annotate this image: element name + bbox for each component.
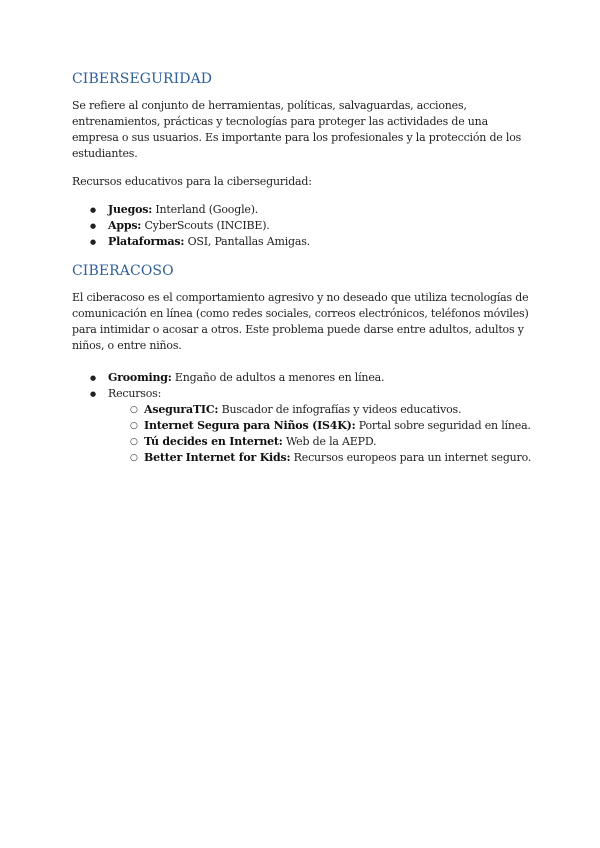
sublist-item-label: Tú decides en Internet: <box>144 435 283 448</box>
list-item-grooming <box>72 370 532 386</box>
list-item-label: Plataformas: <box>108 235 185 248</box>
list-item-text: Engaño de adultos a menores en línea. <box>171 371 385 384</box>
heading-ciberacoso: CIBERACOSO <box>72 263 174 279</box>
list-item-label: Recursos: <box>108 387 162 400</box>
list-item-apps <box>72 218 532 234</box>
document-page <box>72 70 532 478</box>
list-item-juegos <box>72 202 532 218</box>
heading-ciberseguridad: CIBERSEGURIDAD <box>72 71 213 87</box>
list-item-label: Apps: <box>108 219 142 232</box>
list-item-recursos <box>72 386 532 466</box>
sublist-item-tu-decides <box>108 434 532 450</box>
list-item-text: Interland (Google). <box>152 203 259 216</box>
sublist-item-text: Recursos europeos para un internet seguro. <box>290 451 532 464</box>
paragraph-ciberseguridad: Se refiere al conjunto de herramientas, políticas, salvaguardas, acciones, entrenamientos, prácticas y tecnologías para proteger las actividades de una empresa o sus usuarios. Es importante para los profesionales y la protección de los estudiantes. <box>72 99 522 160</box>
list-ciberacoso <box>72 370 532 466</box>
sublist-item-text: Buscador de infografías y videos educativos. <box>218 403 462 416</box>
sublist-item-label: Internet Segura para Niños (IS4K): <box>144 419 356 432</box>
sublist-item-label: Better Internet for Kids: <box>144 451 291 464</box>
list-item-label: Grooming: <box>108 371 172 384</box>
sublist-item-aseguratic <box>108 402 532 418</box>
list-item-label: Juegos: <box>108 203 153 216</box>
sublist-item-label: AseguraTIC: <box>144 403 219 416</box>
list-recursos-ciberseguridad <box>72 202 532 250</box>
paragraph-ciberacoso: El ciberacoso es el comportamiento agresivo y no deseado que utiliza tecnologías de comunicación en línea (como redes sociales, correos electrónicos, teléfonos móviles) para intimidar o acosar a otros. Este problema puede darse entre adultos, adultos y niños, o entre niños. <box>72 291 529 352</box>
list-item-text: CyberScouts (INCIBE). <box>141 219 270 232</box>
sublist-item-text: Web de la AEPD. <box>282 435 377 448</box>
sublist-recursos <box>108 402 532 466</box>
sublist-item-better-internet <box>108 450 532 466</box>
list-item-text: OSI, Pantallas Amigas. <box>184 235 310 248</box>
intro-recursos-ciberseguridad: Recursos educativos para la ciberseguridad: <box>72 175 312 188</box>
list-item-plataformas <box>72 234 532 250</box>
sublist-item-text: Portal sobre seguridad en línea. <box>355 419 531 432</box>
sublist-item-is4k <box>108 418 532 434</box>
